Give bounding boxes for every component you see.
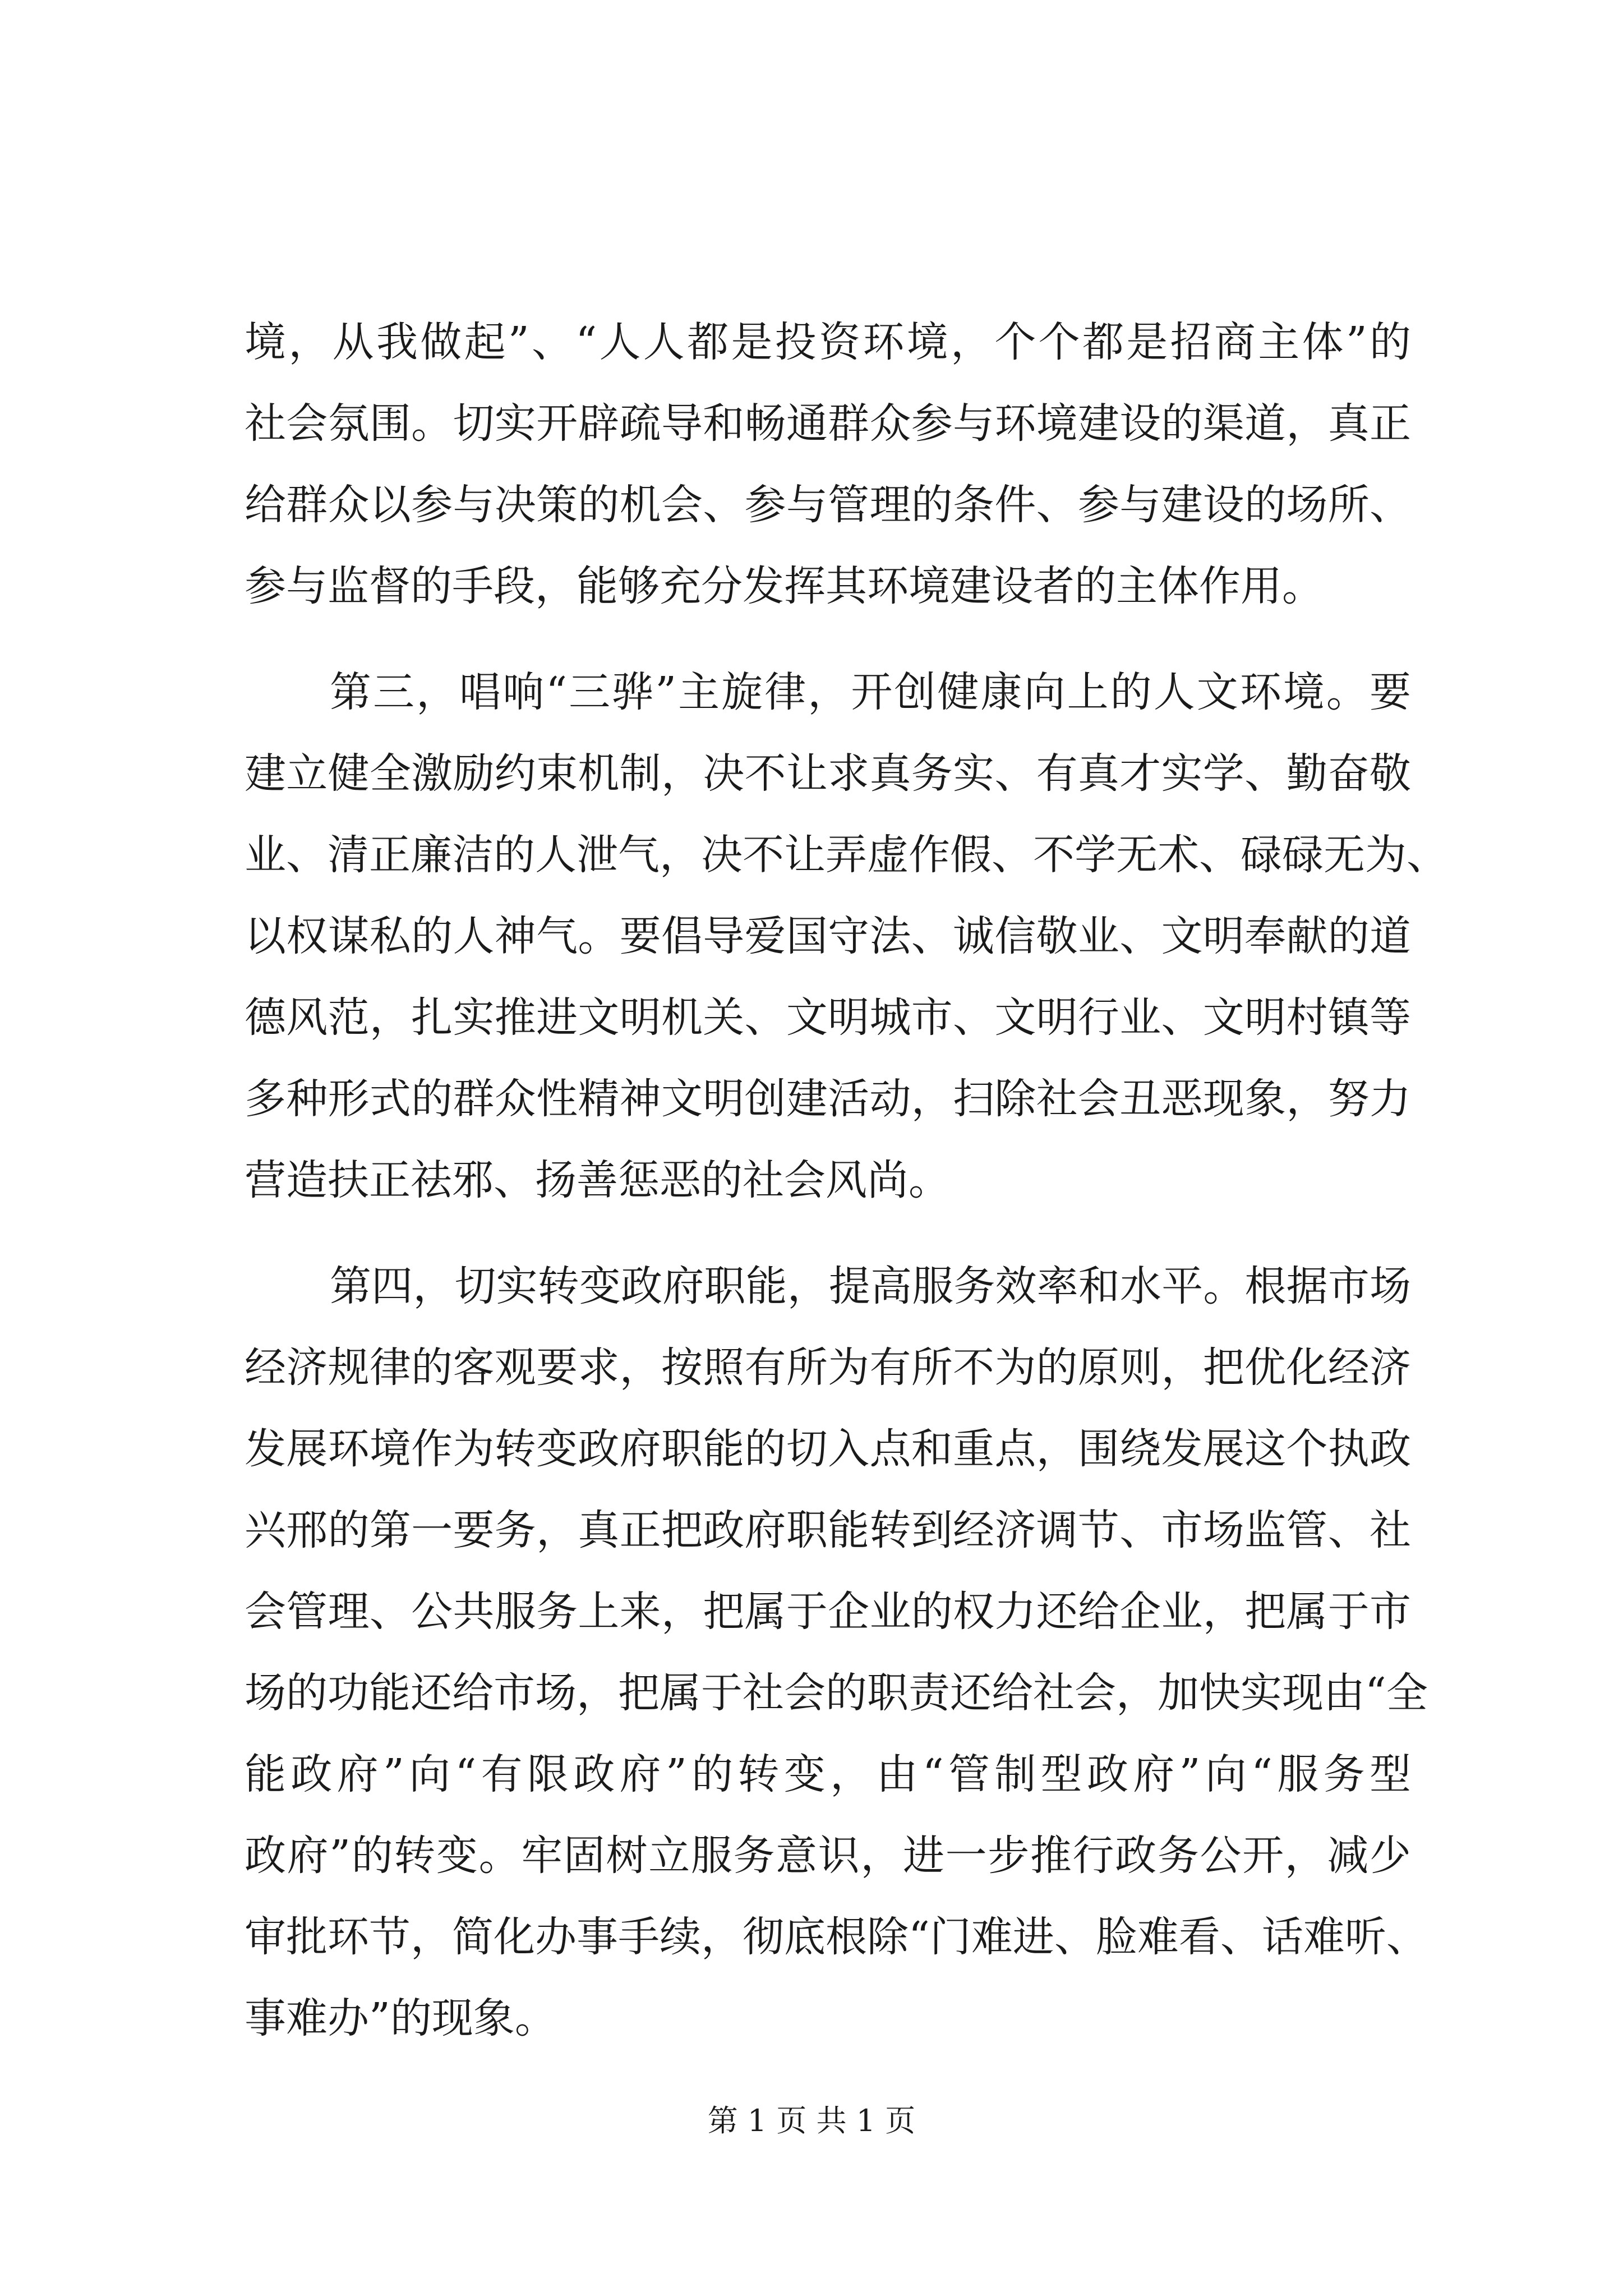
text-line: 第四，切实转变政府职能，提高服务效率和水平。根据市场 bbox=[330, 1262, 1411, 1310]
text-line: 发展环境作为转变政府职能的切入点和重点，围绕发展这个执政 bbox=[245, 1425, 1411, 1473]
text-line: 以权谋私的人神气。要倡导爱国守法、诚信敬业、文明奉献的道 bbox=[245, 912, 1411, 960]
text-line: 给群众以参与决策的机会、参与管理的条件、参与建设的场所、 bbox=[245, 481, 1411, 529]
text-line: 事难办”的现象。 bbox=[245, 1994, 556, 2042]
paragraph-third-point bbox=[245, 652, 1448, 1221]
document-body bbox=[245, 302, 1448, 2084]
text-line: 德风范，扎实推进文明机关、文明城市、文明行业、文明村镇等 bbox=[245, 993, 1411, 1042]
text-line: 营造扶正祛邪、扬善惩恶的社会风尚。 bbox=[245, 1156, 950, 1204]
text-line: 多种形式的群众性精神文明创建活动，扫除社会丑恶现象，努力 bbox=[245, 1075, 1411, 1123]
text-line: 境，从我做起”、“人人都是投资环境，个个都是招商主体”的 bbox=[245, 318, 1411, 366]
text-line: 经济规律的客观要求，按照有所为有所不为的原则，把优化经济 bbox=[245, 1343, 1411, 1392]
paragraph-environment-atmosphere bbox=[245, 302, 1411, 627]
paragraph-fourth-point bbox=[245, 1246, 1428, 2059]
text-line: 社会氛围。切实开辟疏导和畅通群众参与环境建设的渠道，真正 bbox=[245, 399, 1411, 448]
page-number-footer: 第 1 页 共 1 页 bbox=[707, 2103, 916, 2138]
text-line: 政府”的转变。牢固树立服务意识，进一步推行政务公开，减少 bbox=[245, 1832, 1411, 1880]
text-line: 兴邢的第一要务，真正把政府职能转到经济调节、市场监管、社 bbox=[245, 1506, 1411, 1554]
text-line: 第三，唱响“三骅”主旋律，开创健康向上的人文环境。要 bbox=[330, 668, 1411, 716]
text-line: 审批环节，简化办事手续，彻底根除“门难进、脸难看、话难听、 bbox=[245, 1913, 1428, 1961]
text-line: 建立健全激励约束机制，决不让求真务实、有真才实学、勤奋敬 bbox=[245, 749, 1411, 798]
text-line: 场的功能还给市场，把属于社会的职责还给社会，加快实现由“全 bbox=[245, 1669, 1428, 1717]
text-line: 会管理、公共服务上来，把属于企业的权力还给企业，把属于市 bbox=[245, 1588, 1411, 1636]
text-line: 业、清正廉洁的人泄气，决不让弄虚作假、不学无术、碌碌无为、 bbox=[245, 831, 1448, 879]
text-line: 参与监督的手段，能够充分发挥其环境建设者的主体作用。 bbox=[245, 562, 1324, 610]
text-line: 能政府”向“有限政府”的转变，由“管制型政府”向“服务型 bbox=[245, 1750, 1411, 1798]
